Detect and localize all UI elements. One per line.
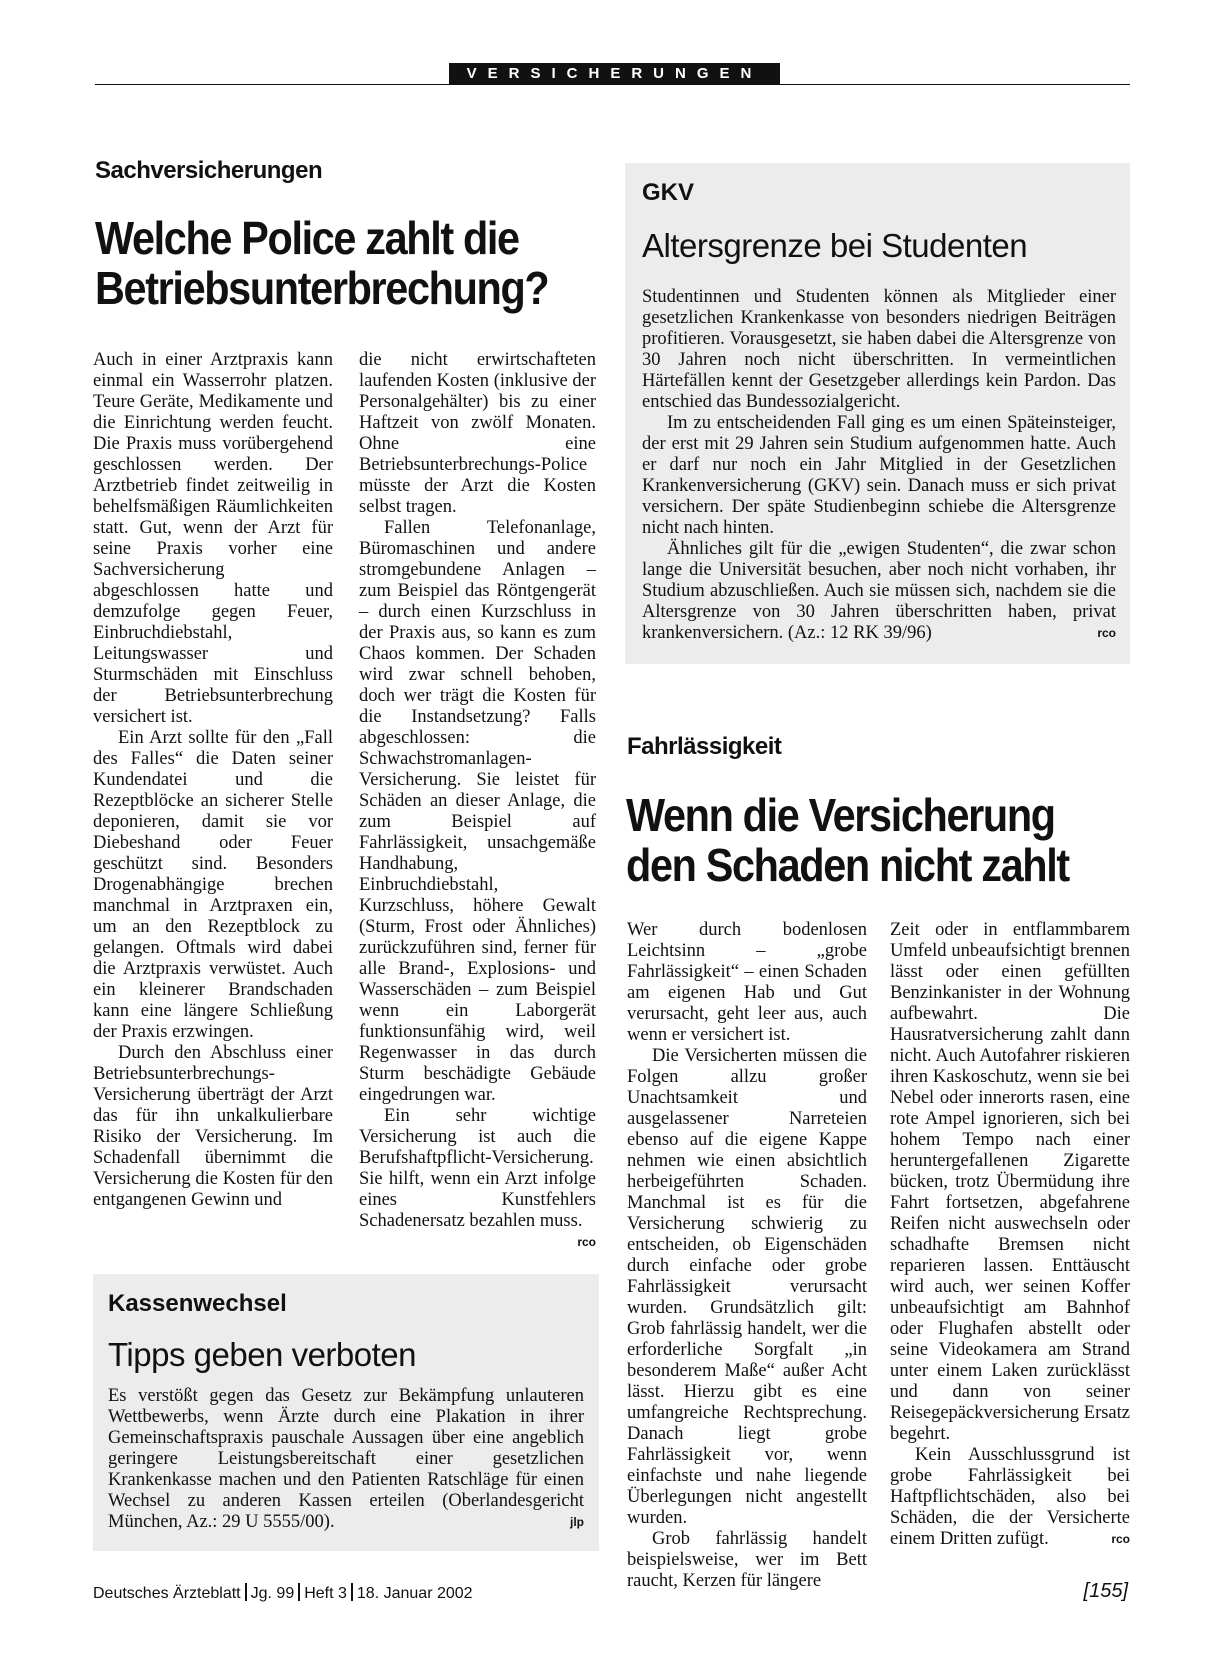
kassenwechsel-title: Tipps geben verboten	[108, 1336, 416, 1373]
page-number: [155]	[1083, 1580, 1128, 1602]
gkv-paragraph	[642, 539, 1116, 644]
article2-column-1	[627, 920, 867, 1592]
article1-headline-line2: Betriebsunterbrechung?	[95, 262, 549, 314]
article2-headline	[626, 790, 1069, 890]
gkv-body	[642, 287, 1116, 644]
footer-separator	[351, 1583, 353, 1601]
article2-signature: rco	[1111, 1532, 1130, 1546]
article1-signature: rco	[577, 1235, 596, 1249]
article2-col1-paragraph: Wer durch bodenlosen Leichtsinn – „grobe Fahrlässigkeit“ – einen Schaden am eigenen Hab und Gut verursacht, geht leer aus, auch wenn er versichert ist.	[627, 920, 867, 1045]
article1-column-2	[359, 350, 596, 1253]
footer-separator	[245, 1583, 247, 1601]
article2-column-2	[890, 920, 1130, 1550]
article1-headline-line1: Welche Police zahlt die	[95, 212, 519, 264]
article1-col2-last-text: Ein sehr wichtige Versicherung ist auch die Berufshaftpflicht-Versicherung. Sie hilft, wenn ein Arzt infolge eines Kunstfehlers Schadenersatz bezahlen muss.	[359, 1106, 596, 1231]
section-label: VERSICHERUNGEN	[449, 63, 780, 85]
article2-headline-line2: den Schaden nicht zahlt	[626, 839, 1069, 891]
issue: Heft 3	[304, 1585, 347, 1602]
article1-col1-paragraph: Auch in einer Arztpraxis kann einmal ein Wasserrohr platzen. Teure Geräte, Medikamente und die Einrichtung werden feucht. Die Praxis muss vorübergehend geschlossen werden. Der Arztbetrieb findet zeitweilig in behelfsmäßigen Räumlichkeiten statt. Gut, wenn der Arzt für seine Praxis vorher eine Sachversicherung abgeschlossen hatte und demzufolge gegen Feuer, Einbruchdiebstahl, Leitungswasser und Sturmschäden mit Einschluss der Betriebsunterbrechung versichert ist.	[93, 350, 333, 727]
gkv-signature: rco	[1097, 626, 1116, 640]
header-rule	[95, 84, 1130, 85]
gkv-title: Altersgrenze bei Studenten	[642, 227, 1028, 264]
issue-date: 18. Januar 2002	[356, 1585, 473, 1602]
kassenwechsel-body	[108, 1386, 584, 1533]
gkv-last-text: Ähnliches gilt für die „ewigen Studenten“, die zwar schon lange die Universität besuchen, aber noch nicht vorhaben, ihr Studium abzuschließen. Auch sie müssen sich, nachdem sie die Altersgrenze von 30 Jahren überschritten haben, privat krankenversichern. (Az.: 12 RK 39/96)	[642, 539, 1116, 643]
article2-col2-last-text: Kein Ausschlussgrund ist grobe Fahrlässigkeit bei Haftpflichtschäden, also bei Schäden, die der Versicherte einem Dritten zufügt.	[890, 1445, 1130, 1549]
article1-column-1	[93, 350, 333, 1211]
article1-col1-paragraph: Durch den Abschluss einer Betriebsunterbrechungs-Versicherung überträgt der Arzt das für ihn unkalkulierbare Risiko der Versicherung. Im Schadenfall übernimmt die Versicherung die Kosten für den entgangenen Gewinn und	[93, 1043, 333, 1210]
article1-col2-paragraph: Fallen Telefonanlage, Büromaschinen und andere stromgebundene Anlagen – zum Beispiel das Röntgengerät – durch einen Kurzschluss in der Praxis aus, so kann es zum Chaos kommen. Der Schaden wird zwar schnell behoben, doch wer trägt die Kosten für die Instandsetzung? Falls abgeschlossen: die Schwachstromanlagen-Versicherung. Sie leistet für Schäden an dieser Anlage, die zum Beispiel auf Fahrlässigkeit, unsachgemäße Handhabung, Einbruchdiebstahl, Kurzschluss, höhere Gewalt (Sturm, Frost oder Ähnliches) zurückzuführen sind, ferner für alle Brand-, Explosions- und Wasserschäden – zum Beispiel wenn ein Laborgerät funktionsunfähig wird, weil Regenwasser in das durch Sturm beschädigte Gebäude eingedrungen war.	[359, 518, 596, 1105]
volume: Jg. 99	[250, 1585, 295, 1602]
kassenwechsel-text: Es verstößt gegen das Gesetz zur Bekämpfung unlauteren Wettbewerbs, wenn Ärzte durch eine Plakation in ihrer Gemeinschaftspraxis pauschale Aussagen über eine angeblich geringere Leistungsbereitschaft einer gesetzlichen Krankenkasse machen und den Patienten Ratschläge für einen Wechsel zu anderen Kassen erteilen (Oberlandesgericht München, Az.: 29 U 5555/00).	[108, 1386, 584, 1532]
article1-col2-paragraph: die nicht erwirtschafteten laufenden Kosten (inklusive der Personalgehälter) bis zu einer Haftzeit von zwölf Monaten. Ohne eine Betriebsunterbrechungs-Police müsste der Arzt die Kosten selbst tragen.	[359, 350, 596, 517]
article1-col1-paragraph: Ein Arzt sollte für den „Fall des Falles“ die Daten seiner Kundendatei und die Rezeptblöcke an sicherer Stelle deponieren, damit sie vor Diebeshand oder Feuer geschützt sind. Besonders Drogenabhängige brechen manchmal in Arztpraxen ein, um an den Rezeptblock zu gelangen. Oftmals wird dabei die Arztpraxis verwüstet. Auch ein kleinerer Brandschaden kann eine längere Schließung der Praxis erzwingen.	[93, 728, 333, 1042]
kassenwechsel-paragraph	[108, 1386, 584, 1533]
article2-col1-paragraph: Grob fahrlässig handelt beispielsweise, wer im Bett raucht, Kerzen für längere	[627, 1529, 867, 1591]
article2-col2-paragraph: Zeit oder in entflammbarem Umfeld unbeaufsichtigt brennen lässt oder einen gefüllten Benzinkanister in der Wohnung aufbewahrt. Die Hausratversicherung zahlt dann nicht. Auch Autofahrer riskieren ihren Kaskoschutz, wenn sie bei Nebel oder innerorts rasen, eine rote Ampel ignorieren, sich bei hohem Tempo nach einer heruntergefallenen Zigarette bücken, trotz Übermüdung ihre Fahrt fortsetzen, abgefahrene Reifen nicht auswechseln oder schadhafte Bremsen nicht reparieren lassen. Enttäuscht wird auch, wer seinen Koffer unbeaufsichtigt am Bahnhof oder Flughafen abstellt oder seine Videokamera am Strand unter einem Laken zurücklässt und dann von seiner Reisegepäckversicherung Ersatz begehrt.	[890, 920, 1130, 1444]
gkv-paragraph: Im zu entscheidenden Fall ging es um einen Späteinsteiger, der erst mit 29 Jahren sein Studium aufgenommen hatte. Auch er darf nur noch ein Jahr Mitglied in der Gesetzlichen Krankenversicherung (GKV) sein. Danach muss er sich privat versichern. Der späte Studienbeginn schiebe die Altersgrenze nicht nach hinten.	[642, 413, 1116, 538]
article2-col2-paragraph	[890, 1445, 1130, 1550]
kassenwechsel-signature: jlp	[570, 1515, 584, 1529]
gkv-paragraph: Studentinnen und Studenten können als Mitglieder einer gesetzlichen Krankenkasse von besonders niedrigen Beiträgen profitieren. Vorausgesetzt, sie haben dabei die Altersgrenze von 30 Jahren noch nicht überschritten. In vermeintlichen Härtefällen kennt der Gesetzgeber allerdings kein Pardon. Das entschied das Bundessozialgericht.	[642, 287, 1116, 412]
journal-name: Deutsches Ärzteblatt	[93, 1585, 241, 1602]
gkv-box	[625, 163, 1130, 664]
article2-col1-paragraph: Die Versicherten müssen die Folgen allzu großer Unachtsamkeit und ausgelassener Narreteien ebenso auf die eigene Kappe nehmen wie einen absichtlich herbeigeführten Schaden. Manchmal ist es für die Versicherung schwierig zu entscheiden, ob Eigenschäden durch einfache oder grobe Fahrlässigkeit verursacht wurden. Grundsätzlich gilt: Grob fahrlässig handelt, wer die erforderliche Sorgfalt „in besonderem Maße“ außer Acht lässt. Hierzu gibt es eine umfangreiche Rechtsprechung. Danach liegt grobe Fahrlässigkeit vor, wenn einfachste und nahe liegende Überlegungen nicht angestellt wurden.	[627, 1046, 867, 1528]
article1-kicker: Sachversicherungen	[95, 157, 323, 184]
article2-kicker: Fahrlässigkeit	[627, 733, 782, 760]
article1-col2-paragraph	[359, 1106, 596, 1249]
gkv-kicker: GKV	[642, 179, 695, 206]
footer-separator	[298, 1583, 300, 1601]
article1-headline	[95, 213, 548, 313]
article2-headline-line1: Wenn die Versicherung	[626, 789, 1055, 841]
kassenwechsel-kicker: Kassenwechsel	[108, 1290, 287, 1317]
kassenwechsel-box	[93, 1274, 599, 1551]
page-footer	[93, 1583, 473, 1603]
